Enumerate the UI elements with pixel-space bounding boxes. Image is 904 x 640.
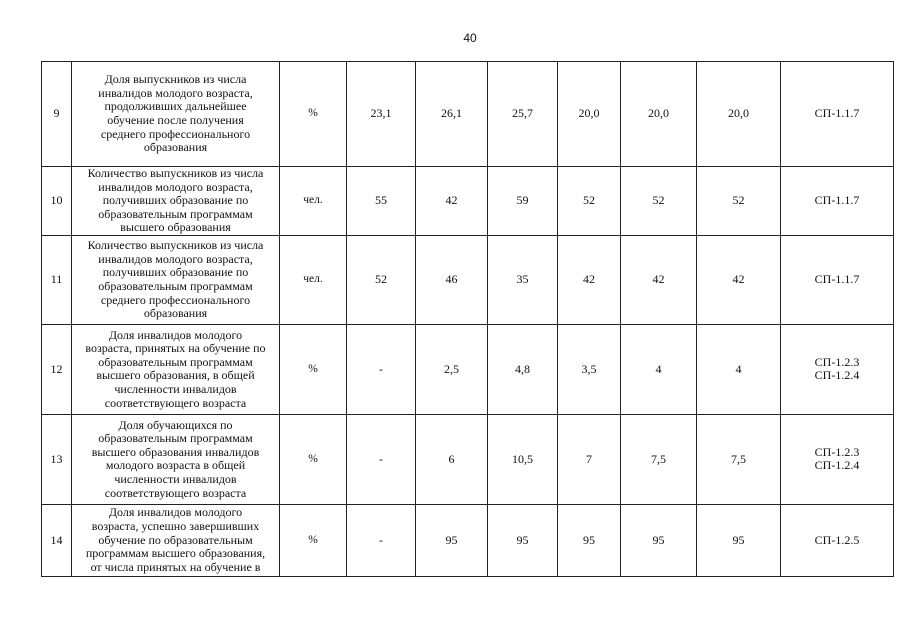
value-cell: 46 [416,235,488,324]
unit-cell: чел. [280,167,347,236]
description-line: среднего профессионального [100,292,251,307]
program-code-cell [781,235,894,324]
description-line: образовательным программам [98,278,253,293]
description-line: от числа принятых на обучение в [90,559,261,574]
description-line: соответствующего возраста [104,395,247,410]
description-line: среднего профессионального [100,126,251,141]
indicator-description [72,414,280,504]
program-code-cell [781,62,894,167]
value-cell: 95 [697,504,781,576]
description-line: образования [143,306,208,321]
description-line: обучение после получения [107,113,244,127]
value-cell: 95 [488,504,558,576]
table-row [42,504,894,576]
unit-cell: % [280,414,347,504]
value-cell: 35 [488,235,558,324]
program-code-cell [781,167,894,236]
description-line: образовательным программам [98,206,253,221]
row-number: 9 [42,62,72,167]
value-cell: 59 [488,167,558,236]
description-line: возраста, принятых на обучение по [85,341,266,356]
description-line: соответствующего возраста [104,485,247,500]
value-cell: 10,5 [488,414,558,504]
unit-cell: % [280,62,347,167]
program-code: СП-1.1.7 [814,272,860,287]
table-row [42,235,894,324]
description-line: инвалидов молодого возраста, [98,179,253,194]
program-code-cell [781,414,894,504]
indicator-description [72,62,280,167]
description-line: образовательным программам [98,354,253,369]
value-cell: 7,5 [621,414,697,504]
table-row [42,324,894,414]
value-cell: 4 [621,324,697,414]
row-number: 12 [42,324,72,414]
description-line: Количество выпускников из числа [87,238,264,253]
description-line: получивших образование по [102,265,249,280]
description-line: молодого возраста в общей [105,458,246,473]
value-cell: 95 [558,504,621,576]
value-cell: 20,0 [558,62,621,167]
value-cell: 7,5 [697,414,781,504]
description-line: инвалидов молодого возраста, [98,251,253,266]
value-cell: 42 [697,235,781,324]
description-line: продолживших дальнейшее [104,99,247,114]
description-line: высшего образования инвалидов [91,444,260,459]
description-line: инвалидов молодого возраста, [98,85,253,100]
page-number: 40 [463,31,477,45]
value-cell: 20,0 [697,62,781,167]
value-cell: 52 [558,167,621,236]
indicator-description [72,504,280,576]
description-line: высшего образования, в общей [96,368,255,383]
value-cell: 42 [416,167,488,236]
value-cell: 52 [621,167,697,236]
description-line: Доля инвалидов молодого [108,505,243,520]
table-row [42,62,894,167]
program-code: СП-1.2.5 [814,532,860,547]
value-cell: 52 [347,235,416,324]
value-cell: 6 [416,414,488,504]
program-code: СП-1.1.7 [814,193,860,208]
value-cell: - [347,414,416,504]
value-cell: 95 [416,504,488,576]
program-code-cell [781,504,894,576]
value-cell: 7 [558,414,621,504]
value-cell: 25,7 [488,62,558,167]
value-cell: 52 [697,167,781,236]
value-cell: - [347,324,416,414]
description-line: обучение по образовательным [98,532,253,547]
table-row [42,414,894,504]
row-number: 11 [42,235,72,324]
program-code: СП-1.2.4 [814,368,860,383]
indicator-description [72,167,280,236]
value-cell: - [347,504,416,576]
table-row [42,167,894,236]
row-number: 10 [42,167,72,236]
value-cell: 42 [558,235,621,324]
value-cell: 42 [621,235,697,324]
value-cell: 4 [697,324,781,414]
program-code: СП-1.1.7 [814,106,860,121]
indicators-table [41,61,894,577]
row-number: 14 [42,504,72,576]
program-code-cell [781,324,894,414]
description-line: Доля выпускников из числа [104,72,247,87]
unit-cell: % [280,504,347,576]
description-line: Доля обучающихся по [118,417,233,432]
description-line: Количество выпускников из числа [87,166,264,180]
description-line: численности инвалидов [114,472,237,487]
description-line: образовательным программам [98,431,253,446]
description-line: высшего образования [120,220,231,235]
indicator-description [72,235,280,324]
description-line: получивших образование по [102,193,249,208]
row-number: 13 [42,414,72,504]
value-cell: 26,1 [416,62,488,167]
value-cell: 4,8 [488,324,558,414]
description-line: возраста, успешно завершивших [91,519,260,534]
description-line: образования [143,140,208,155]
program-code: СП-1.2.3 [814,354,860,369]
value-cell: 23,1 [347,62,416,167]
description-line: численности инвалидов [114,382,237,397]
value-cell: 20,0 [621,62,697,167]
value-cell: 2,5 [416,324,488,414]
table-body [42,62,894,577]
program-code: СП-1.2.3 [814,444,860,459]
value-cell: 55 [347,167,416,236]
indicator-description [72,324,280,414]
unit-cell: % [280,324,347,414]
value-cell: 95 [621,504,697,576]
value-cell: 3,5 [558,324,621,414]
description-line: программам высшего образования, [85,546,266,561]
description-line: Доля инвалидов молодого [108,327,243,342]
unit-cell: чел. [280,235,347,324]
program-code: СП-1.2.4 [814,458,860,473]
